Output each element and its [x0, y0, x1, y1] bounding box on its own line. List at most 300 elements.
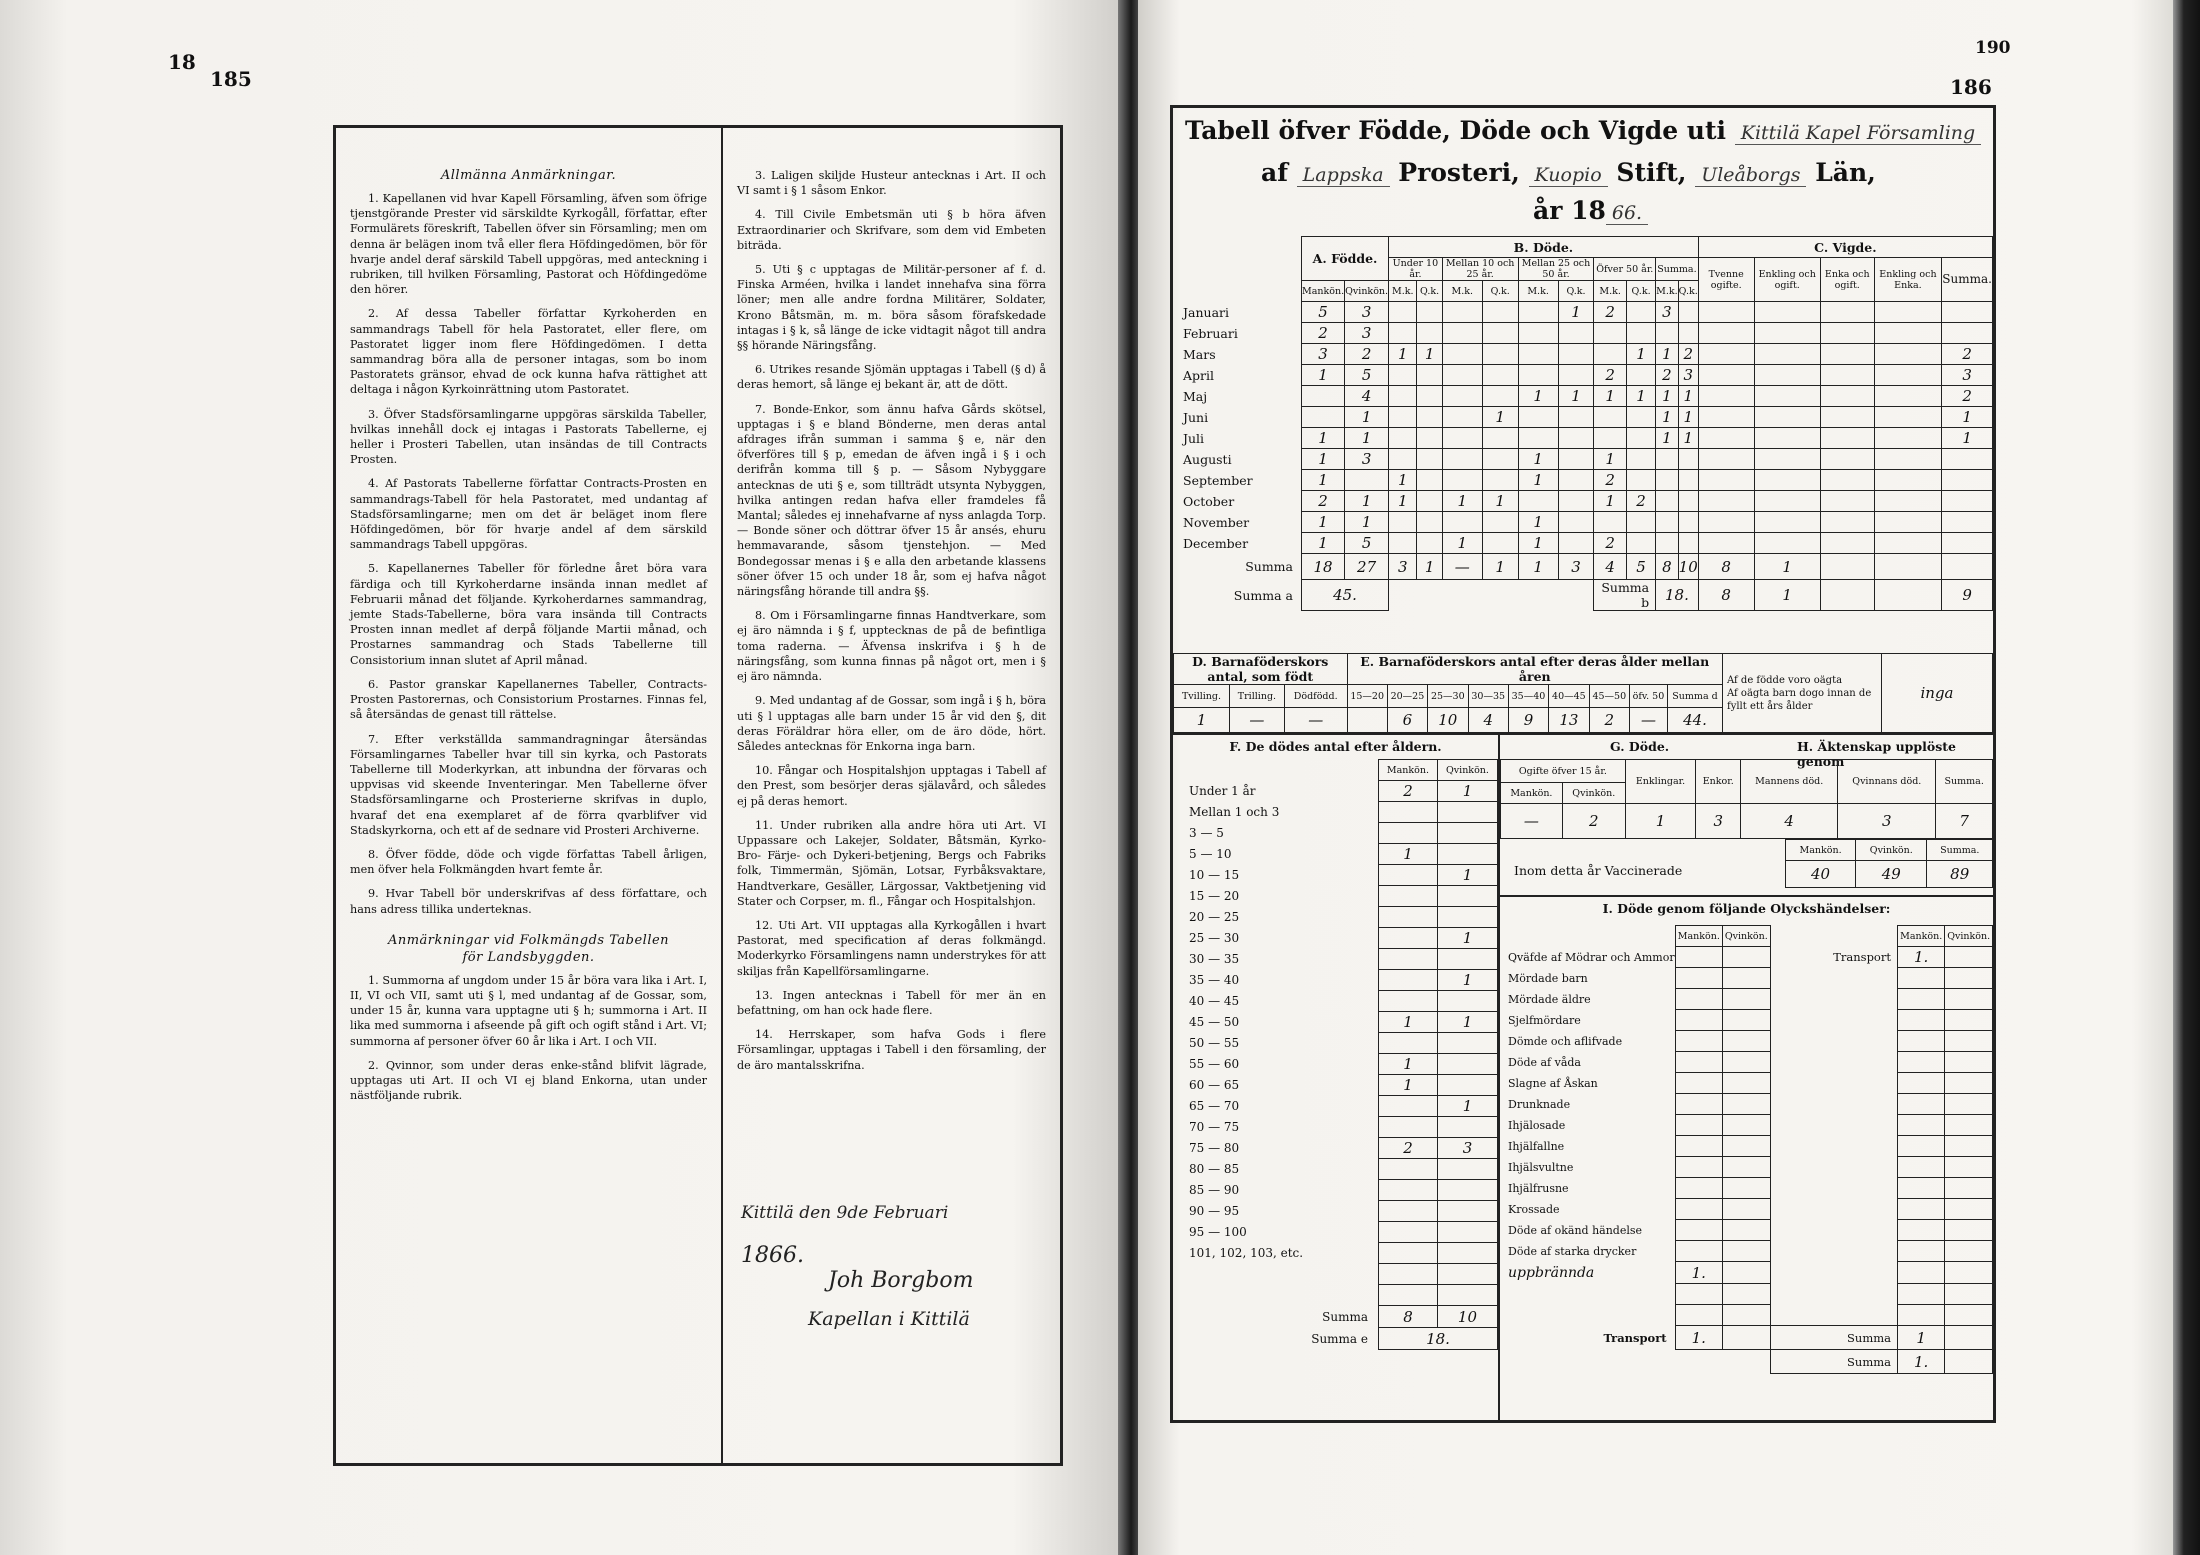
- deaths-by-age-table: [1173, 759, 1498, 1350]
- summa-cell: —: [1442, 554, 1482, 580]
- table-cell: [1754, 323, 1820, 344]
- accident-male: [1675, 1178, 1722, 1199]
- table-cell: 3: [1345, 449, 1389, 470]
- accident-mid: [1770, 1010, 1897, 1031]
- transport-label-bottom: Transport: [1603, 1330, 1667, 1345]
- instructions-frame: [333, 125, 1063, 1466]
- table-cell: [1874, 491, 1942, 512]
- table-cell: [1389, 449, 1417, 470]
- transport-label-top: Transport: [1770, 947, 1897, 968]
- month-label: December: [1173, 533, 1302, 554]
- table-cell: [1698, 533, 1754, 554]
- table-cell: [1942, 491, 1993, 512]
- age-row: [1173, 991, 1498, 1012]
- table-cell: [1389, 533, 1417, 554]
- instruction-paragraph: 2. Qvinnor, som under deras enke-stånd blifvit lägrade, upptagas uti Art. II och VI ej bland Enkorna, utan under nästföljande rubrik.: [350, 1058, 707, 1103]
- table-cell: 3: [1656, 302, 1679, 323]
- month-row: [1173, 386, 1993, 407]
- table-cell: [1482, 302, 1518, 323]
- table-cell: [1518, 323, 1558, 344]
- page-number-right-b: 186: [1950, 75, 1992, 99]
- accident-extra-value: 1.: [1675, 1262, 1722, 1284]
- age-male-value: [1379, 802, 1438, 823]
- accident-male-2: [1897, 1136, 1944, 1157]
- table-cell: [1594, 323, 1627, 344]
- age-female-value: 1: [1437, 1096, 1497, 1117]
- title-af: af: [1261, 158, 1288, 187]
- e-col-value: 44.: [1668, 708, 1723, 733]
- summa-cell: 10: [1678, 554, 1698, 580]
- table-cell: [1942, 323, 1993, 344]
- col-qk: Q.k.: [1678, 281, 1698, 302]
- accident-row: [1500, 1031, 1993, 1052]
- accident-female-2: [1945, 1241, 1993, 1262]
- accident-male-2: [1897, 989, 1944, 1010]
- table-cell: [1678, 302, 1698, 323]
- table-cell: [1626, 323, 1655, 344]
- deaths-sum: Summa.: [1656, 258, 1699, 281]
- summa-cell: 1: [1518, 554, 1558, 580]
- marr-sum: Summa.: [1942, 258, 1993, 302]
- accident-female: [1722, 1115, 1770, 1136]
- age-label: 45 — 50: [1189, 1015, 1240, 1029]
- month-label: April: [1173, 365, 1302, 386]
- table-cell: [1874, 470, 1942, 491]
- table-cell: [1820, 407, 1874, 428]
- age-row: [1173, 865, 1498, 886]
- e-col-header: öfv. 50: [1629, 685, 1667, 708]
- table-cell: [1518, 365, 1558, 386]
- age-row: [1173, 949, 1498, 970]
- accident-female: [1722, 1031, 1770, 1052]
- g-val-female: 2: [1562, 804, 1625, 839]
- accident-mid: [1770, 1136, 1897, 1157]
- table-cell: [1656, 491, 1679, 512]
- age-male-value: [1379, 1222, 1438, 1243]
- table-cell: [1482, 365, 1518, 386]
- age-summa-male: 8: [1379, 1306, 1438, 1328]
- table-cell: [1698, 302, 1754, 323]
- accident-mid: [1770, 1262, 1897, 1284]
- general-notes-heading: Allmänna Anmärkningar.: [440, 168, 617, 183]
- table-cell: [1698, 491, 1754, 512]
- summa-cell: 1: [1417, 554, 1442, 580]
- table-cell: [1417, 428, 1442, 449]
- table-cell: 1: [1302, 512, 1345, 533]
- mothers-births-header: D. Barnaföderskors antal, som födt: [1174, 654, 1348, 685]
- table-cell: 1: [1678, 428, 1698, 449]
- month-row: [1173, 512, 1993, 533]
- vaccination-table: [1785, 839, 1993, 888]
- table-cell: [1678, 533, 1698, 554]
- col-mk: M.k.: [1518, 281, 1558, 302]
- accident-female: [1722, 1010, 1770, 1031]
- table-cell: [1874, 533, 1942, 554]
- accident-female: [1722, 1136, 1770, 1157]
- summa-cell: 3: [1389, 554, 1417, 580]
- title-year: år 18: [1533, 196, 1606, 225]
- blank-cell: [1379, 1264, 1438, 1285]
- table-cell: [1754, 512, 1820, 533]
- instruction-paragraph: 11. Under rubriken alla andre höra uti Art. VI Uppassare och Lakejer, Soldater, Båtsmän, Kyrko- Bro- Färje- och Dykeri-betjening, Bergs och Fabriks folk, Timmermän, Sjömän, Lotsar, Fyrbåksvaktare, Handtverkare, Gesäller, Lärgossar, Vaktbetjening vid Stater och Corpser, m. fl., Fångar och Hospitalshjon.: [737, 818, 1046, 908]
- age-label: 40 — 45: [1189, 994, 1240, 1008]
- table-cell: [1942, 449, 1993, 470]
- age-male-value: [1379, 1243, 1438, 1264]
- table-cell: [1417, 386, 1442, 407]
- accident-female-2: [1945, 1178, 1993, 1199]
- age-label: 75 — 80: [1189, 1141, 1240, 1155]
- g-val-widowers: 1: [1625, 804, 1696, 839]
- blank-cell: [1675, 1350, 1722, 1374]
- vaccinated-label: Inom detta år Vaccinerade: [1514, 863, 1683, 878]
- instruction-paragraph: 6. Utrikes resande Sjömän upptagas i Tabell (§ d) å deras hemort, så länge ej bekant är, att de dött.: [737, 363, 1046, 392]
- age-female-value: 1: [1437, 928, 1497, 949]
- accident-label: Döde af starka drycker: [1508, 1244, 1637, 1258]
- table-cell: 1: [1558, 386, 1594, 407]
- accident-label: Döde af våda: [1508, 1055, 1581, 1069]
- table-cell: [1626, 302, 1655, 323]
- blank-row: [1173, 1264, 1379, 1285]
- acc-male-header-2: Mankön.: [1897, 926, 1944, 947]
- d-col-header: Trilling.: [1230, 685, 1285, 708]
- deaths-header: B. Döde.: [1389, 237, 1699, 258]
- accident-male-2: [1897, 1073, 1944, 1094]
- col-qk: Q.k.: [1482, 281, 1518, 302]
- e-col-header: 15—20: [1347, 685, 1387, 708]
- accident-male: [1675, 947, 1722, 968]
- e-col-value: 10: [1428, 708, 1469, 733]
- table-cell: [1626, 449, 1655, 470]
- table-cell: 1: [1417, 344, 1442, 365]
- blank-cell: [1897, 1284, 1944, 1305]
- table-cell: 1: [1678, 407, 1698, 428]
- table-cell: [1558, 512, 1594, 533]
- accident-extra-blank: [1722, 1262, 1770, 1284]
- table-cell: [1678, 323, 1698, 344]
- mothers-age-header: E. Barnaföderskors antal efter deras ålder mellan åren: [1347, 654, 1722, 685]
- accident-female-2: [1945, 1220, 1993, 1241]
- month-label: Maj: [1173, 386, 1302, 407]
- age-label: 55 — 60: [1189, 1057, 1240, 1071]
- e-col-header: 30—35: [1468, 685, 1508, 708]
- signature-year: 1866.: [741, 1243, 804, 1268]
- table-cell: [1594, 344, 1627, 365]
- table-cell: 1: [1302, 365, 1345, 386]
- table-cell: [1417, 323, 1442, 344]
- table-cell: [1754, 302, 1820, 323]
- age-male-value: 2: [1379, 1138, 1438, 1159]
- births-female: Qvinkön.: [1345, 281, 1389, 302]
- age-row: [1173, 1243, 1498, 1264]
- age-label: 30 — 35: [1189, 952, 1240, 966]
- signature-title: Kapellan i Kittilä: [808, 1308, 970, 1330]
- month-row: [1173, 365, 1993, 386]
- instruction-paragraph: 12. Uti Art. VII upptagas alla Kyrkogållen i hvart Pastorat, med specification af deras folkmängd. Moderkyrko Församlingens namn understrykes för att skiljas från Kapellförsamlingarne.: [737, 918, 1046, 978]
- table-cell: [1656, 533, 1679, 554]
- accident-female-2: [1945, 1073, 1993, 1094]
- age-label: 5 — 10: [1189, 847, 1232, 861]
- signature-name: Joh Borgbom: [828, 1268, 974, 1293]
- e-col-header: 25—30: [1428, 685, 1469, 708]
- summa-cell: 27: [1345, 554, 1389, 580]
- table-cell: [1442, 302, 1482, 323]
- accident-mid: [1770, 968, 1897, 989]
- instruction-paragraph: 10. Fångar och Hospitalshjon upptagas i Tabell af den Prest, som besörjer deras själavård, och således ej på deras hemort.: [737, 764, 1046, 808]
- table-cell: [1626, 533, 1655, 554]
- table-cell: 1: [1594, 449, 1627, 470]
- table-cell: [1626, 365, 1655, 386]
- table-cell: [1678, 470, 1698, 491]
- table-cell: 1: [1518, 512, 1558, 533]
- age-label: Under 1 år: [1189, 784, 1256, 798]
- h-wife-death: Qvinnans död.: [1838, 760, 1936, 804]
- summa-cell: [1874, 554, 1942, 580]
- accident-male: [1675, 1052, 1722, 1073]
- instruction-paragraph: 9. Hvar Tabell bör underskrifvas af dess författare, och hans adress tillika underteknas.: [350, 887, 707, 916]
- instruction-paragraph: 7. Efter verkställda sammandragningar återsändas Församlingarnes Tabeller hvar till sin kyrka, och Pastorats Tabellerne till Moderkyrkan, att inbundna der förvaras och uppvisas vid skeende Inventeringar. Men Tabellerne öfver Stadsförsamlingarne och Prosterierne skrifvas in duplo, hvaraf det ena exemplaret af de förra qvarblifver vid Stadskyrkorna, och ett af de sednare vid Prosteri Archiverne.: [350, 732, 707, 837]
- table-cell: [1874, 386, 1942, 407]
- vacc-female: 49: [1856, 861, 1927, 888]
- age-female-value: [1437, 1222, 1497, 1243]
- age-female-value: [1437, 1159, 1497, 1180]
- age-female-value: [1437, 1033, 1497, 1054]
- d-col-value: —: [1284, 708, 1347, 733]
- page-number-right-a: 190: [1975, 38, 2011, 58]
- table-cell: 1: [1594, 491, 1627, 512]
- h-val-sum: 7: [1936, 804, 1993, 839]
- table-cell: [1820, 428, 1874, 449]
- lower-section: [1173, 733, 1993, 1422]
- accident-extra-label: uppbrännda: [1508, 1264, 1595, 1281]
- month-label: September: [1173, 470, 1302, 491]
- table-cell: [1558, 365, 1594, 386]
- age-female-value: [1437, 1054, 1497, 1075]
- accident-label: Sjelfmördare: [1508, 1013, 1581, 1027]
- table-cell: [1698, 428, 1754, 449]
- table-cell: [1626, 428, 1655, 449]
- table-cell: 1: [1482, 407, 1518, 428]
- age-male-value: [1379, 991, 1438, 1012]
- summa-cell: 5: [1626, 554, 1655, 580]
- age-header-blank: [1173, 760, 1379, 781]
- age-female-header: Qvinkön.: [1437, 760, 1497, 781]
- table-cell: [1594, 512, 1627, 533]
- accident-male-2: [1897, 1031, 1944, 1052]
- blank-cell: [1945, 1305, 1993, 1326]
- accident-female: [1722, 1178, 1770, 1199]
- acc-header-blank: [1500, 926, 1675, 947]
- table-cell: 1: [1594, 386, 1627, 407]
- acc-female-header: Qvinkön.: [1722, 926, 1770, 947]
- table-cell: 1: [1302, 470, 1345, 491]
- table-cell: [1678, 491, 1698, 512]
- age-female-value: [1437, 1117, 1497, 1138]
- summa-cell: 1: [1482, 554, 1518, 580]
- right-lower: [1500, 735, 1993, 1422]
- e-col-header: Summa d: [1668, 685, 1723, 708]
- summa-i2-blank: [1945, 1350, 1993, 1374]
- accident-row: [1500, 1136, 1993, 1157]
- table-cell: 1: [1656, 344, 1679, 365]
- col-mk: M.k.: [1594, 281, 1627, 302]
- table-cell: [1442, 449, 1482, 470]
- g-val-male: —: [1501, 804, 1563, 839]
- accident-female-2: [1945, 968, 1993, 989]
- age-female-value: 1: [1437, 781, 1497, 802]
- age-female-value: [1437, 1201, 1497, 1222]
- e-col-header: 40—45: [1549, 685, 1590, 708]
- accident-row: [1500, 1115, 1993, 1136]
- accident-mid: [1770, 1031, 1897, 1052]
- accident-male-2: [1897, 1178, 1944, 1199]
- table-cell: [1754, 344, 1820, 365]
- e-col-value: —: [1629, 708, 1667, 733]
- age-label: 95 — 100: [1189, 1225, 1247, 1239]
- age-female-value: [1437, 1243, 1497, 1264]
- accident-row: [1500, 1052, 1993, 1073]
- age-label: 101, 102, 103, etc.: [1189, 1246, 1304, 1260]
- accidents-header: I. Döde genom följande Olyckshändelser:: [1602, 901, 1891, 916]
- accident-row: [1500, 968, 1993, 989]
- table-cell: 1: [1345, 491, 1389, 512]
- page-number-left-b: 185: [210, 67, 252, 91]
- births-male: Mankön.: [1302, 281, 1345, 302]
- table-cell: [1482, 323, 1518, 344]
- summa-row: [1173, 554, 1993, 580]
- table-cell: 1: [1345, 512, 1389, 533]
- month-row: [1173, 533, 1993, 554]
- table-cell: [1558, 344, 1594, 365]
- summa-c-2: 1: [1754, 580, 1820, 611]
- age-female-value: 1: [1437, 865, 1497, 886]
- page-number-left-a: 18: [168, 50, 196, 74]
- accident-label: Ihjälosade: [1508, 1118, 1566, 1132]
- table-cell: [1698, 512, 1754, 533]
- e-col-value: 6: [1387, 708, 1427, 733]
- table-cell: [1820, 323, 1874, 344]
- g-unmarried-over-15: Ogifte öfver 15 år.: [1501, 760, 1626, 783]
- blank-cell: [1722, 1350, 1770, 1374]
- table-cell: 2: [1678, 344, 1698, 365]
- accident-female: [1722, 1241, 1770, 1262]
- census-notes-heading: Anmärkningar vid Folkmängds Tabellen: [387, 932, 670, 948]
- marriages-header: C. Vigde.: [1698, 237, 1992, 258]
- table-cell: 1: [1518, 533, 1558, 554]
- summa-cell: 8: [1698, 554, 1754, 580]
- age-female-value: [1437, 991, 1497, 1012]
- summa-i1-blank: [1945, 1326, 1993, 1350]
- accident-female-2: [1945, 1010, 1993, 1031]
- table-cell: 1: [1345, 428, 1389, 449]
- marriage-dissolved-header: H. Äktenskap upplöste genom: [1797, 739, 1956, 769]
- vacc-male-header: Mankön.: [1786, 840, 1856, 861]
- age-male-value: [1379, 907, 1438, 928]
- accident-female: [1722, 989, 1770, 1010]
- deaths-by-age-header: F. De dödes antal efter åldern.: [1229, 739, 1442, 754]
- year-handwritten: 66.: [1606, 202, 1648, 225]
- accidents-table: [1500, 925, 1993, 1374]
- table-cell: [1558, 428, 1594, 449]
- age-row: [1173, 1096, 1498, 1117]
- summa-i2: 1.: [1897, 1350, 1944, 1374]
- table-cell: [1389, 407, 1417, 428]
- accident-male: [1675, 1031, 1722, 1052]
- table-cell: [1442, 512, 1482, 533]
- accident-mid: [1770, 1052, 1897, 1073]
- stift-handwritten: Kuopio: [1529, 164, 1608, 187]
- table-cell: [1874, 449, 1942, 470]
- table-cell: [1754, 491, 1820, 512]
- vacc-male: 40: [1786, 861, 1856, 888]
- table-cell: [1389, 386, 1417, 407]
- accident-row: [1500, 1178, 1993, 1199]
- table-cell: 5: [1345, 365, 1389, 386]
- age-female-value: [1437, 802, 1497, 823]
- table-cell: [1754, 470, 1820, 491]
- accident-female-2: [1945, 1199, 1993, 1220]
- table-cell: [1442, 386, 1482, 407]
- births-deaths-marriages-table: [1173, 236, 1993, 611]
- accident-male: [1675, 1136, 1722, 1157]
- accident-male-2: [1897, 1157, 1944, 1178]
- instruction-paragraph: 13. Ingen antecknas i Tabell för mer än en befattning, om han ock hade flere.: [737, 988, 1046, 1017]
- table-cell: [1417, 470, 1442, 491]
- summa-cell: 18: [1302, 554, 1345, 580]
- table-cell: [1754, 428, 1820, 449]
- accident-male-2: [1897, 1010, 1944, 1031]
- accident-row: [1500, 1073, 1993, 1094]
- summa-a-label: Summa a: [1173, 580, 1302, 611]
- table-cell: [1874, 323, 1942, 344]
- summa-a-b-row: [1173, 580, 1993, 611]
- accident-female-2: [1945, 1031, 1993, 1052]
- table-cell: [1482, 533, 1518, 554]
- table-cell: 2: [1656, 365, 1679, 386]
- age-row: [1173, 970, 1498, 991]
- d-col-value: 1: [1174, 708, 1230, 733]
- instruction-paragraph: 4. Af Pastorats Tabellerne författar Contracts-Prosten en sammandrags-Tabell för hela Pastoratet, med undantag af Stadsförsamlingarne; men om det är beläget inom flere Höfdingedömen, bör för hvarje andel af dem särskild sammandrags Tabell uppgöras.: [350, 477, 707, 552]
- table-cell: [1558, 533, 1594, 554]
- deaths-over-50: Öfver 50 år.: [1594, 258, 1656, 281]
- blank-row: [1500, 1284, 1675, 1305]
- d-col-header: Tvilling.: [1174, 685, 1230, 708]
- table-cell: [1389, 323, 1417, 344]
- table-cell: [1754, 365, 1820, 386]
- month-row: [1173, 407, 1993, 428]
- table-cell: 1: [1558, 302, 1594, 323]
- table-cell: 1: [1345, 407, 1389, 428]
- marr-two-unmarried: Tvenne ogifte.: [1698, 258, 1754, 302]
- age-row: [1173, 1054, 1498, 1075]
- table-cell: [1518, 302, 1558, 323]
- table-cell: 1: [1626, 344, 1655, 365]
- table-cell: [1820, 470, 1874, 491]
- table-cell: [1656, 470, 1679, 491]
- table-cell: [1820, 449, 1874, 470]
- table-cell: [1656, 449, 1679, 470]
- month-row: [1173, 428, 1993, 449]
- table-cell: [1698, 449, 1754, 470]
- general-notes-text: [350, 191, 707, 917]
- accident-female-2: [1945, 1157, 1993, 1178]
- accident-male: [1675, 1115, 1722, 1136]
- blank-row: [1500, 1305, 1675, 1326]
- marr-widower-unmarried: Enkling och ogift.: [1754, 258, 1820, 302]
- accident-male-2: [1897, 1241, 1944, 1262]
- accident-mid: [1770, 1115, 1897, 1136]
- e-col-header: 35—40: [1508, 685, 1548, 708]
- age-male-value: [1379, 1201, 1438, 1222]
